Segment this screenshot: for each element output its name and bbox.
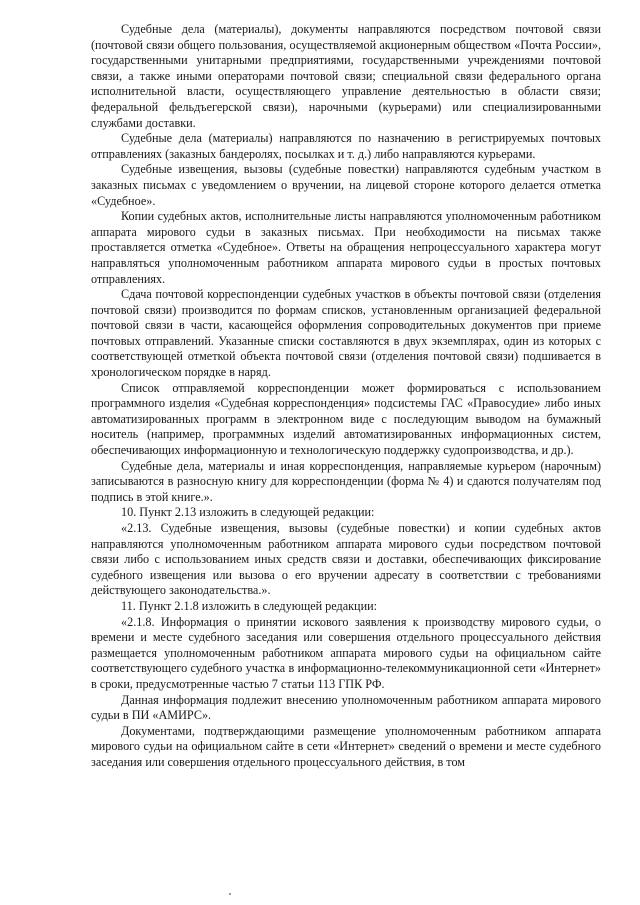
paragraph-confirming-documents: Документами, подтверждающими размещение уполномоченным работником аппарата мирового судьи на официальном сайте в сети «Интернет» сведений о времени и месте судебного заседания или совершения отдельного процессуального действия, в том	[91, 723, 601, 769]
paragraph-clause-2-1-8: «2.1.8. Информация о принятии искового заявления к производству мирового судьи, о времени и месте судебного заседания или совершения отдельного процессуального действия размещается уполномоченным работником аппарата мирового судьи на официальном сайте соответствующего судебного участка в информационно-телекоммуникационной сети «Интернет» в сроки, предусмотренные частью 7 статьи 113 ГПК РФ.	[91, 614, 601, 691]
paragraph-postal-delivery: Судебные дела (материалы), документы направляются посредством почтовой связи (почтовой связи общего пользования, осуществляемой акционерным обществом «Почта России», государственными унитарными предприятиями, государственными учреждениями почтовой связи, а также иными операторами почтовой связи; специальной связи федерального органа исполнительной власти, осуществляющего управление деятельностью в области связи; федеральной фельдъегерской связи), нарочными (курьерами) или специализированными службами доставки.	[91, 22, 601, 130]
paragraph-clause-2-13: «2.13. Судебные извещения, вызовы (судебные повестки) и копии судебных актов направляются уполномоченным работником аппарата мирового судьи посредством почтовой связи либо с использованием иных средств связи и доставки, обеспечивающих фиксирование судебного извещения или вызова о его вручении адресату в соответствии с требованиями действующего законодательства.».	[91, 521, 601, 598]
paragraph-registered-mail: Судебные дела (материалы) направляются по назначению в регистрируемых почтовых отправлениях (заказных бандеролях, посылках и т. д.) либо направляются курьерами.	[91, 131, 601, 161]
scan-speck	[229, 893, 231, 895]
paragraph-item-10: 10. Пункт 2.13 изложить в следующей редакции:	[121, 505, 375, 520]
paragraph-courier-book: Судебные дела, материалы и иная корреспонденция, направляемые курьером (нарочным) записываются в разносную книгу для корреспонденции (форма № 4) и сдаются получателям под подпись в этой книге.».	[91, 458, 601, 504]
document-body	[91, 22, 601, 771]
paragraph-court-notices: Судебные извещения, вызовы (судебные повестки) направляются судебным участком в заказных письмах с уведомлением о вручении, на лицевой стороне которого делается отметка «Судебное».	[91, 162, 601, 208]
paragraph-amirs: Данная информация подлежит внесению уполномоченным работником аппарата мирового судьи в ПИ «АМИРС».	[91, 692, 601, 723]
paragraph-postal-lists: Сдача почтовой корреспонденции судебных участков в объекты почтовой связи (отделения почтовой связи) производится по формам списков, установленным организацией федеральной почтовой связи в части, касающейся оформления сопроводительных документов при приеме почтовых отправлений. Указанные списки составляются в двух экземплярах, один из которых с соответствующей отметкой объекта почтовой связи (отделения почтовой связи) подшивается в хронологическом порядке в наряд.	[91, 287, 601, 380]
paragraph-correspondence-software: Список отправляемой корреспонденции может формироваться с использованием программного изделия «Судебная корреспонденция» подсистемы ГАС «Правосудие» либо иных автоматизированных программ в электронном виде с последующим выводом на бумажный носитель (например, программных изделий автоматизированных информационных систем, обеспечивающих информационную и технологическую поддержку судопроизводства, и др.).	[91, 380, 601, 458]
paragraph-item-11: 11. Пункт 2.1.8 изложить в следующей редакции:	[121, 598, 378, 613]
paragraph-copies-of-acts: Копии судебных актов, исполнительные листы направляются уполномоченным работником аппарата мирового судьи в заказных письмах. При необходимости на письмах также проставляется отметка «Судебное». Ответы на обращения непроцессуального характера могут направляться уполномоченным работником аппарата мирового судьи в простых почтовых отправлениях.	[91, 209, 601, 286]
